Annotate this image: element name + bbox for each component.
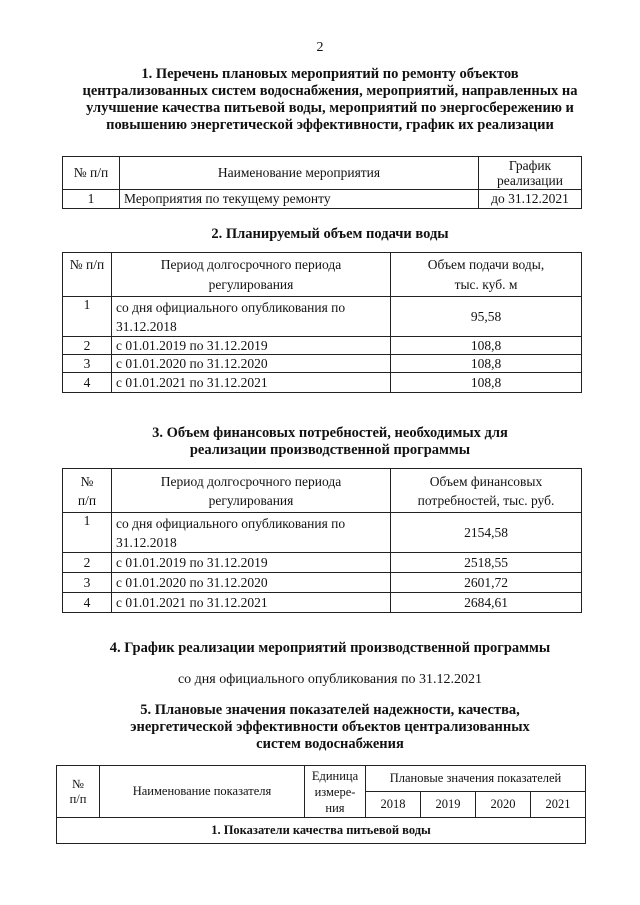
col-header-year: 2018 — [366, 792, 421, 818]
section5-title-line: энергетической эффективности объектов централизованных — [130, 719, 530, 735]
table-row — [63, 513, 582, 553]
section5-title-line: систем водоснабжения — [256, 736, 404, 752]
row-num: 4 — [63, 593, 112, 613]
col-header-unit-line: Единица — [311, 768, 359, 783]
section1-title-line: 1. Перечень плановых мероприятий по ремонту объектов — [141, 66, 519, 82]
group-row-quality: 1. Показатели качества питьевой воды — [57, 818, 586, 844]
col-header-year: 2021 — [530, 792, 585, 818]
section4-text: со дня официального опубликования по 31.12.2021 — [177, 672, 483, 687]
col-header-financial — [391, 469, 582, 513]
col-header-num-line: п/п — [69, 791, 87, 806]
row-period-line: 31.12.2018 — [116, 318, 177, 334]
col-header-num: № п/п — [63, 253, 112, 297]
col-header-unit — [305, 766, 366, 818]
row-value: 108,8 — [391, 337, 582, 355]
row-period: с 01.01.2019 по 31.12.2019 — [112, 553, 391, 573]
col-header-year: 2020 — [475, 792, 530, 818]
row-num: 3 — [63, 355, 112, 373]
col-header-unit-line: измере- — [314, 784, 356, 799]
col-header-period-line: регулирования — [208, 492, 294, 508]
row-num: 3 — [63, 573, 112, 593]
table-row — [57, 818, 586, 844]
row-period-line: 31.12.2018 — [116, 534, 177, 550]
col-header-volume-line: тыс. куб. м — [454, 276, 518, 292]
section1-title-line: повышению энергетической эффективности, график их реализации — [106, 117, 554, 133]
col-header-volume — [391, 253, 582, 297]
table-row — [63, 190, 582, 209]
row-num: 2 — [63, 337, 112, 355]
section3-title-line: реализации производственной программы — [189, 442, 471, 458]
row-period: с 01.01.2020 по 31.12.2020 — [112, 573, 391, 593]
row-num: 1 — [63, 513, 112, 553]
col-header-num: № п/п — [63, 157, 120, 190]
row-value: 2601,72 — [391, 573, 582, 593]
row-period: с 01.01.2019 по 31.12.2019 — [112, 337, 391, 355]
col-header-unit-line: ния — [325, 800, 345, 815]
section5-title — [60, 702, 600, 753]
table-row — [63, 593, 582, 613]
section3-title-line: 3. Объем финансовых потребностей, необходимых для — [152, 425, 508, 441]
table-row — [63, 573, 582, 593]
table-row — [63, 297, 582, 337]
row-name: Мероприятия по текущему ремонту — [120, 190, 479, 209]
section5-table — [56, 765, 586, 844]
row-num: 2 — [63, 553, 112, 573]
section1-title-line: улучшение качества питьевой воды, мероприятий по энергосбережению и — [86, 100, 574, 116]
col-header-financial-line: Объем финансовых — [429, 473, 543, 489]
section5-title-line: 5. Плановые значения показателей надежности, качества, — [140, 702, 520, 718]
section1-table — [62, 156, 582, 209]
row-value: 95,58 — [391, 297, 582, 337]
row-period: с 01.01.2020 по 31.12.2020 — [112, 355, 391, 373]
section1-title — [60, 66, 600, 134]
col-header-period-line: регулирования — [208, 276, 294, 292]
table-row — [63, 355, 582, 373]
row-value: 108,8 — [391, 373, 582, 393]
col-header-num-line: № — [80, 473, 94, 489]
col-header-name: Наименование показателя — [100, 766, 305, 818]
col-header-period — [112, 253, 391, 297]
col-header-num — [63, 469, 112, 513]
col-header-num-line: № — [72, 776, 84, 791]
col-header-planned: Плановые значения показателей — [366, 766, 586, 792]
col-header-schedule-line: реализации — [497, 173, 563, 188]
table-row — [63, 553, 582, 573]
section4-title: 4. График реализации мероприятий производственной программы — [109, 640, 551, 656]
table-row — [63, 337, 582, 355]
col-header-volume-line: Объем подачи воды, — [427, 256, 545, 272]
table-row — [63, 373, 582, 393]
col-header-year: 2019 — [420, 792, 475, 818]
row-num: 4 — [63, 373, 112, 393]
row-period-line: со дня официального опубликования по — [116, 515, 346, 531]
section2-table — [62, 252, 582, 393]
col-header-schedule-line: График — [508, 158, 552, 173]
col-header-period-line: Период долгосрочного периода — [160, 473, 342, 489]
section3-title — [60, 425, 600, 459]
row-value: 2154,58 — [391, 513, 582, 553]
section3-table — [62, 468, 582, 613]
col-header-schedule — [479, 157, 582, 190]
row-value: 108,8 — [391, 355, 582, 373]
col-header-period — [112, 469, 391, 513]
section1-title-line: централизованных систем водоснабжения, мероприятий, направленных на — [82, 83, 578, 99]
row-period — [112, 513, 391, 553]
row-num: 1 — [63, 190, 120, 209]
col-header-num — [57, 766, 100, 818]
page-number: 2 — [316, 40, 324, 55]
col-header-num-line: п/п — [77, 492, 97, 508]
section2-title: 2. Планируемый объем подачи воды — [211, 226, 449, 242]
row-period: с 01.01.2021 по 31.12.2021 — [112, 373, 391, 393]
col-header-name: Наименование мероприятия — [120, 157, 479, 190]
row-period-line: со дня официального опубликования по — [116, 299, 346, 315]
row-schedule: до 31.12.2021 — [479, 190, 582, 209]
row-value: 2684,61 — [391, 593, 582, 613]
row-value: 2518,55 — [391, 553, 582, 573]
col-header-financial-line: потребностей, тыс. руб. — [417, 492, 555, 508]
row-period — [112, 297, 391, 337]
row-period: с 01.01.2021 по 31.12.2021 — [112, 593, 391, 613]
col-header-period-line: Период долгосрочного периода — [160, 256, 342, 272]
row-num: 1 — [63, 297, 112, 337]
